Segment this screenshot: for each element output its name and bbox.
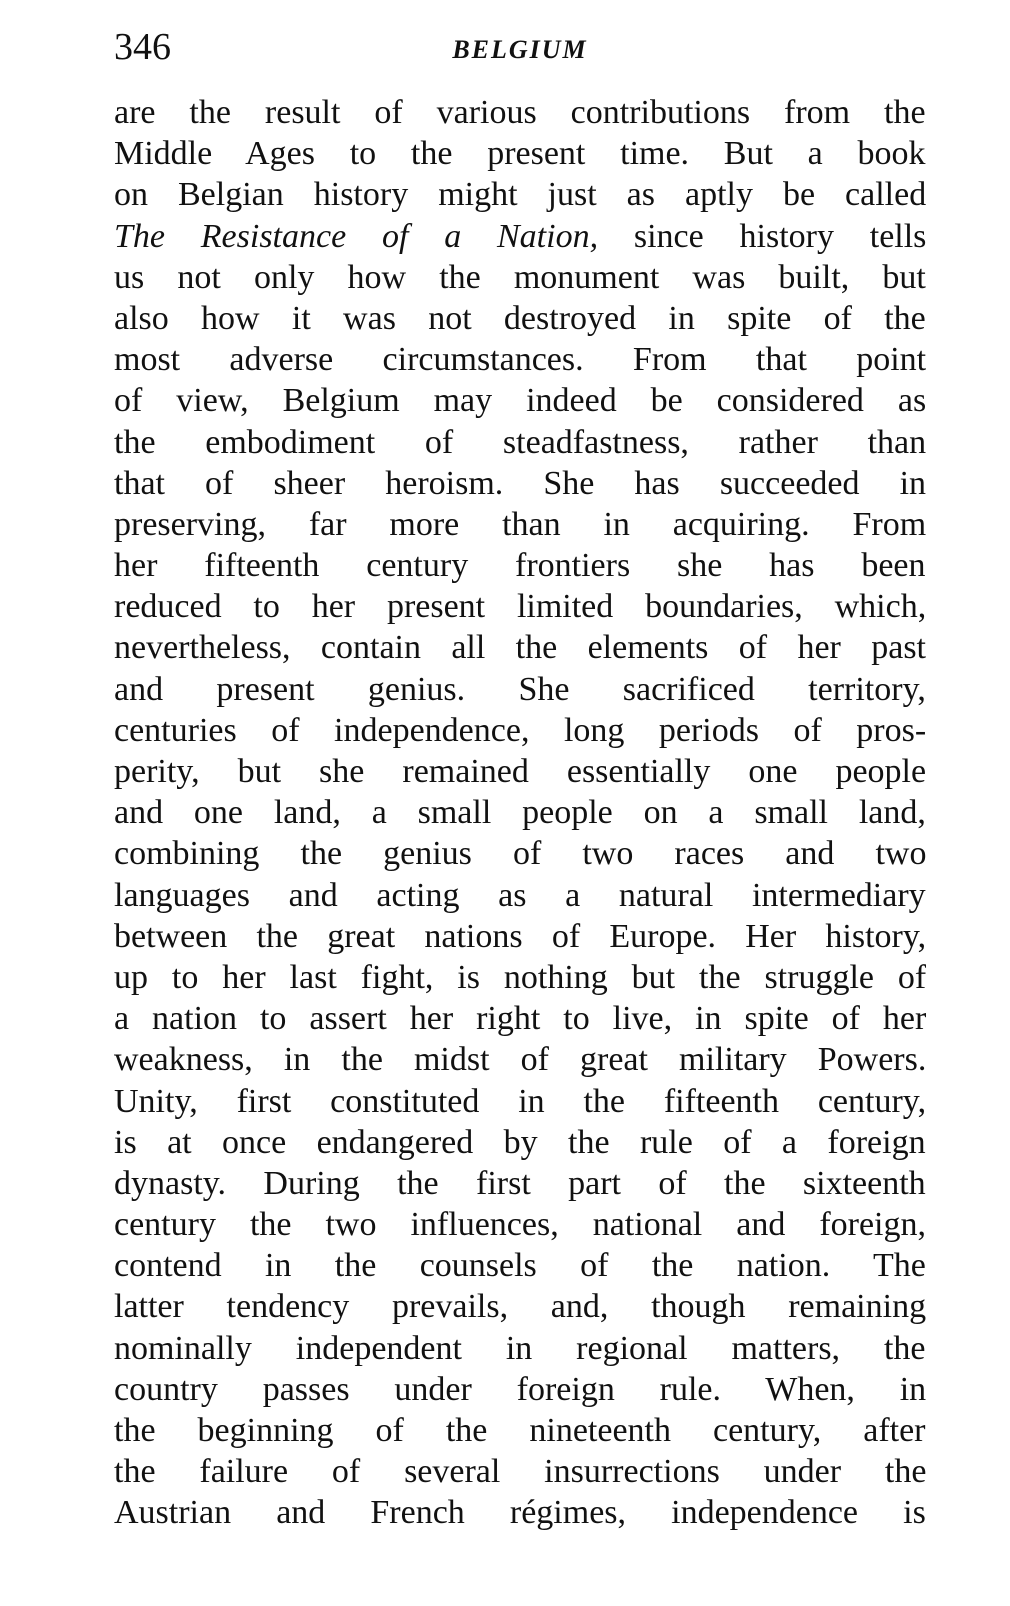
text-line	[114, 586, 926, 627]
text-line	[114, 1163, 926, 1204]
text-span: Austrian and French régimes, independence is	[114, 1494, 926, 1532]
text-line	[114, 1328, 926, 1369]
text-line	[114, 710, 926, 751]
text-span: since history tells	[598, 217, 926, 255]
text-line	[114, 875, 926, 916]
text-span: most adverse circumstances. From that point	[114, 341, 926, 379]
text-line	[114, 504, 926, 545]
text-line	[114, 833, 926, 874]
text-line	[114, 216, 926, 257]
text-span: of view, Belgium may indeed be considered as	[114, 382, 926, 420]
text-span: perity, but she remained essentially one people	[114, 753, 926, 790]
text-line	[114, 463, 926, 504]
text-line	[114, 339, 926, 380]
text-line	[114, 257, 926, 298]
text-span: dynasty. During the first part of the sixteenth	[114, 1164, 926, 1202]
text-span: is at once endangered by the rule of a foreign	[114, 1123, 926, 1161]
text-span: the beginning of the nineteenth century, after	[114, 1412, 926, 1449]
text-line	[114, 1204, 926, 1245]
text-line	[114, 916, 926, 957]
text-span: the failure of several insurrections under the	[114, 1453, 926, 1491]
text-span: between the great nations of Europe. Her history,	[114, 917, 926, 955]
italic-title: The Resistance of a Nation,	[114, 217, 599, 255]
text-span: and one land, a small people on a small land,	[114, 794, 926, 832]
text-line	[114, 380, 926, 421]
text-line	[114, 1492, 926, 1533]
text-span: country passes under foreign rule. When, in	[114, 1370, 926, 1408]
text-span: combining the genius of two races and two	[114, 835, 926, 873]
text-span: reduced to her present limited boundaries, which,	[114, 588, 926, 626]
text-line	[114, 627, 926, 668]
text-line	[114, 1286, 926, 1327]
text-span: languages and acting as a natural intermediary	[114, 876, 926, 914]
text-span: centuries of independence, long periods of pros-	[114, 711, 926, 749]
text-line	[114, 1122, 926, 1163]
text-span: her fifteenth century frontiers she has been	[114, 547, 926, 585]
text-span: that of sheer heroism. She has succeeded in	[114, 464, 926, 502]
text-span: latter tendency prevails, and, though remaining	[114, 1288, 926, 1326]
text-span: a nation to assert her right to live, in spite of her	[114, 1000, 926, 1038]
text-span: weakness, in the midst of great military Powers.	[114, 1041, 926, 1079]
text-span: and present genius. She sacrificed territory,	[114, 670, 926, 708]
text-span: us not only how the monument was built, but	[114, 258, 926, 296]
text-span: preserving, far more than in acquiring. From	[114, 505, 926, 543]
text-span: on Belgian history might just as aptly be called	[114, 176, 926, 214]
text-line	[114, 1369, 926, 1410]
text-span: nevertheless, contain all the elements of her past	[114, 629, 926, 667]
text-span: contend in the counsels of the nation. The	[114, 1247, 926, 1285]
text-line	[114, 1451, 926, 1492]
text-span: Middle Ages to the present time. But a book	[114, 135, 926, 173]
body-text	[114, 92, 926, 1534]
text-span: up to her last fight, is nothing but the struggle of	[114, 958, 926, 996]
running-head: BELGIUM	[452, 35, 588, 64]
text-line	[114, 998, 926, 1039]
page-number: 346	[114, 26, 171, 68]
text-line	[114, 751, 926, 792]
page-header	[114, 22, 926, 72]
text-span: are the result of various contributions from the	[114, 94, 926, 131]
text-line	[114, 669, 926, 710]
text-line	[114, 545, 926, 586]
text-span: also how it was not destroyed in spite of the	[114, 299, 926, 337]
text-line	[114, 298, 926, 339]
text-line	[114, 1410, 926, 1451]
text-span: Unity, first constituted in the fifteenth century,	[114, 1082, 926, 1120]
text-line	[114, 957, 926, 998]
text-line	[114, 133, 926, 174]
text-line	[114, 174, 926, 215]
text-line	[114, 92, 926, 133]
text-span: century the two influences, national and foreign,	[114, 1206, 926, 1244]
text-line	[114, 1245, 926, 1286]
text-line	[114, 792, 926, 833]
text-span: nominally independent in regional matters, the	[114, 1329, 926, 1367]
text-span: the embodiment of steadfastness, rather than	[114, 423, 926, 461]
text-line	[114, 422, 926, 463]
text-line	[114, 1081, 926, 1122]
text-line	[114, 1039, 926, 1080]
